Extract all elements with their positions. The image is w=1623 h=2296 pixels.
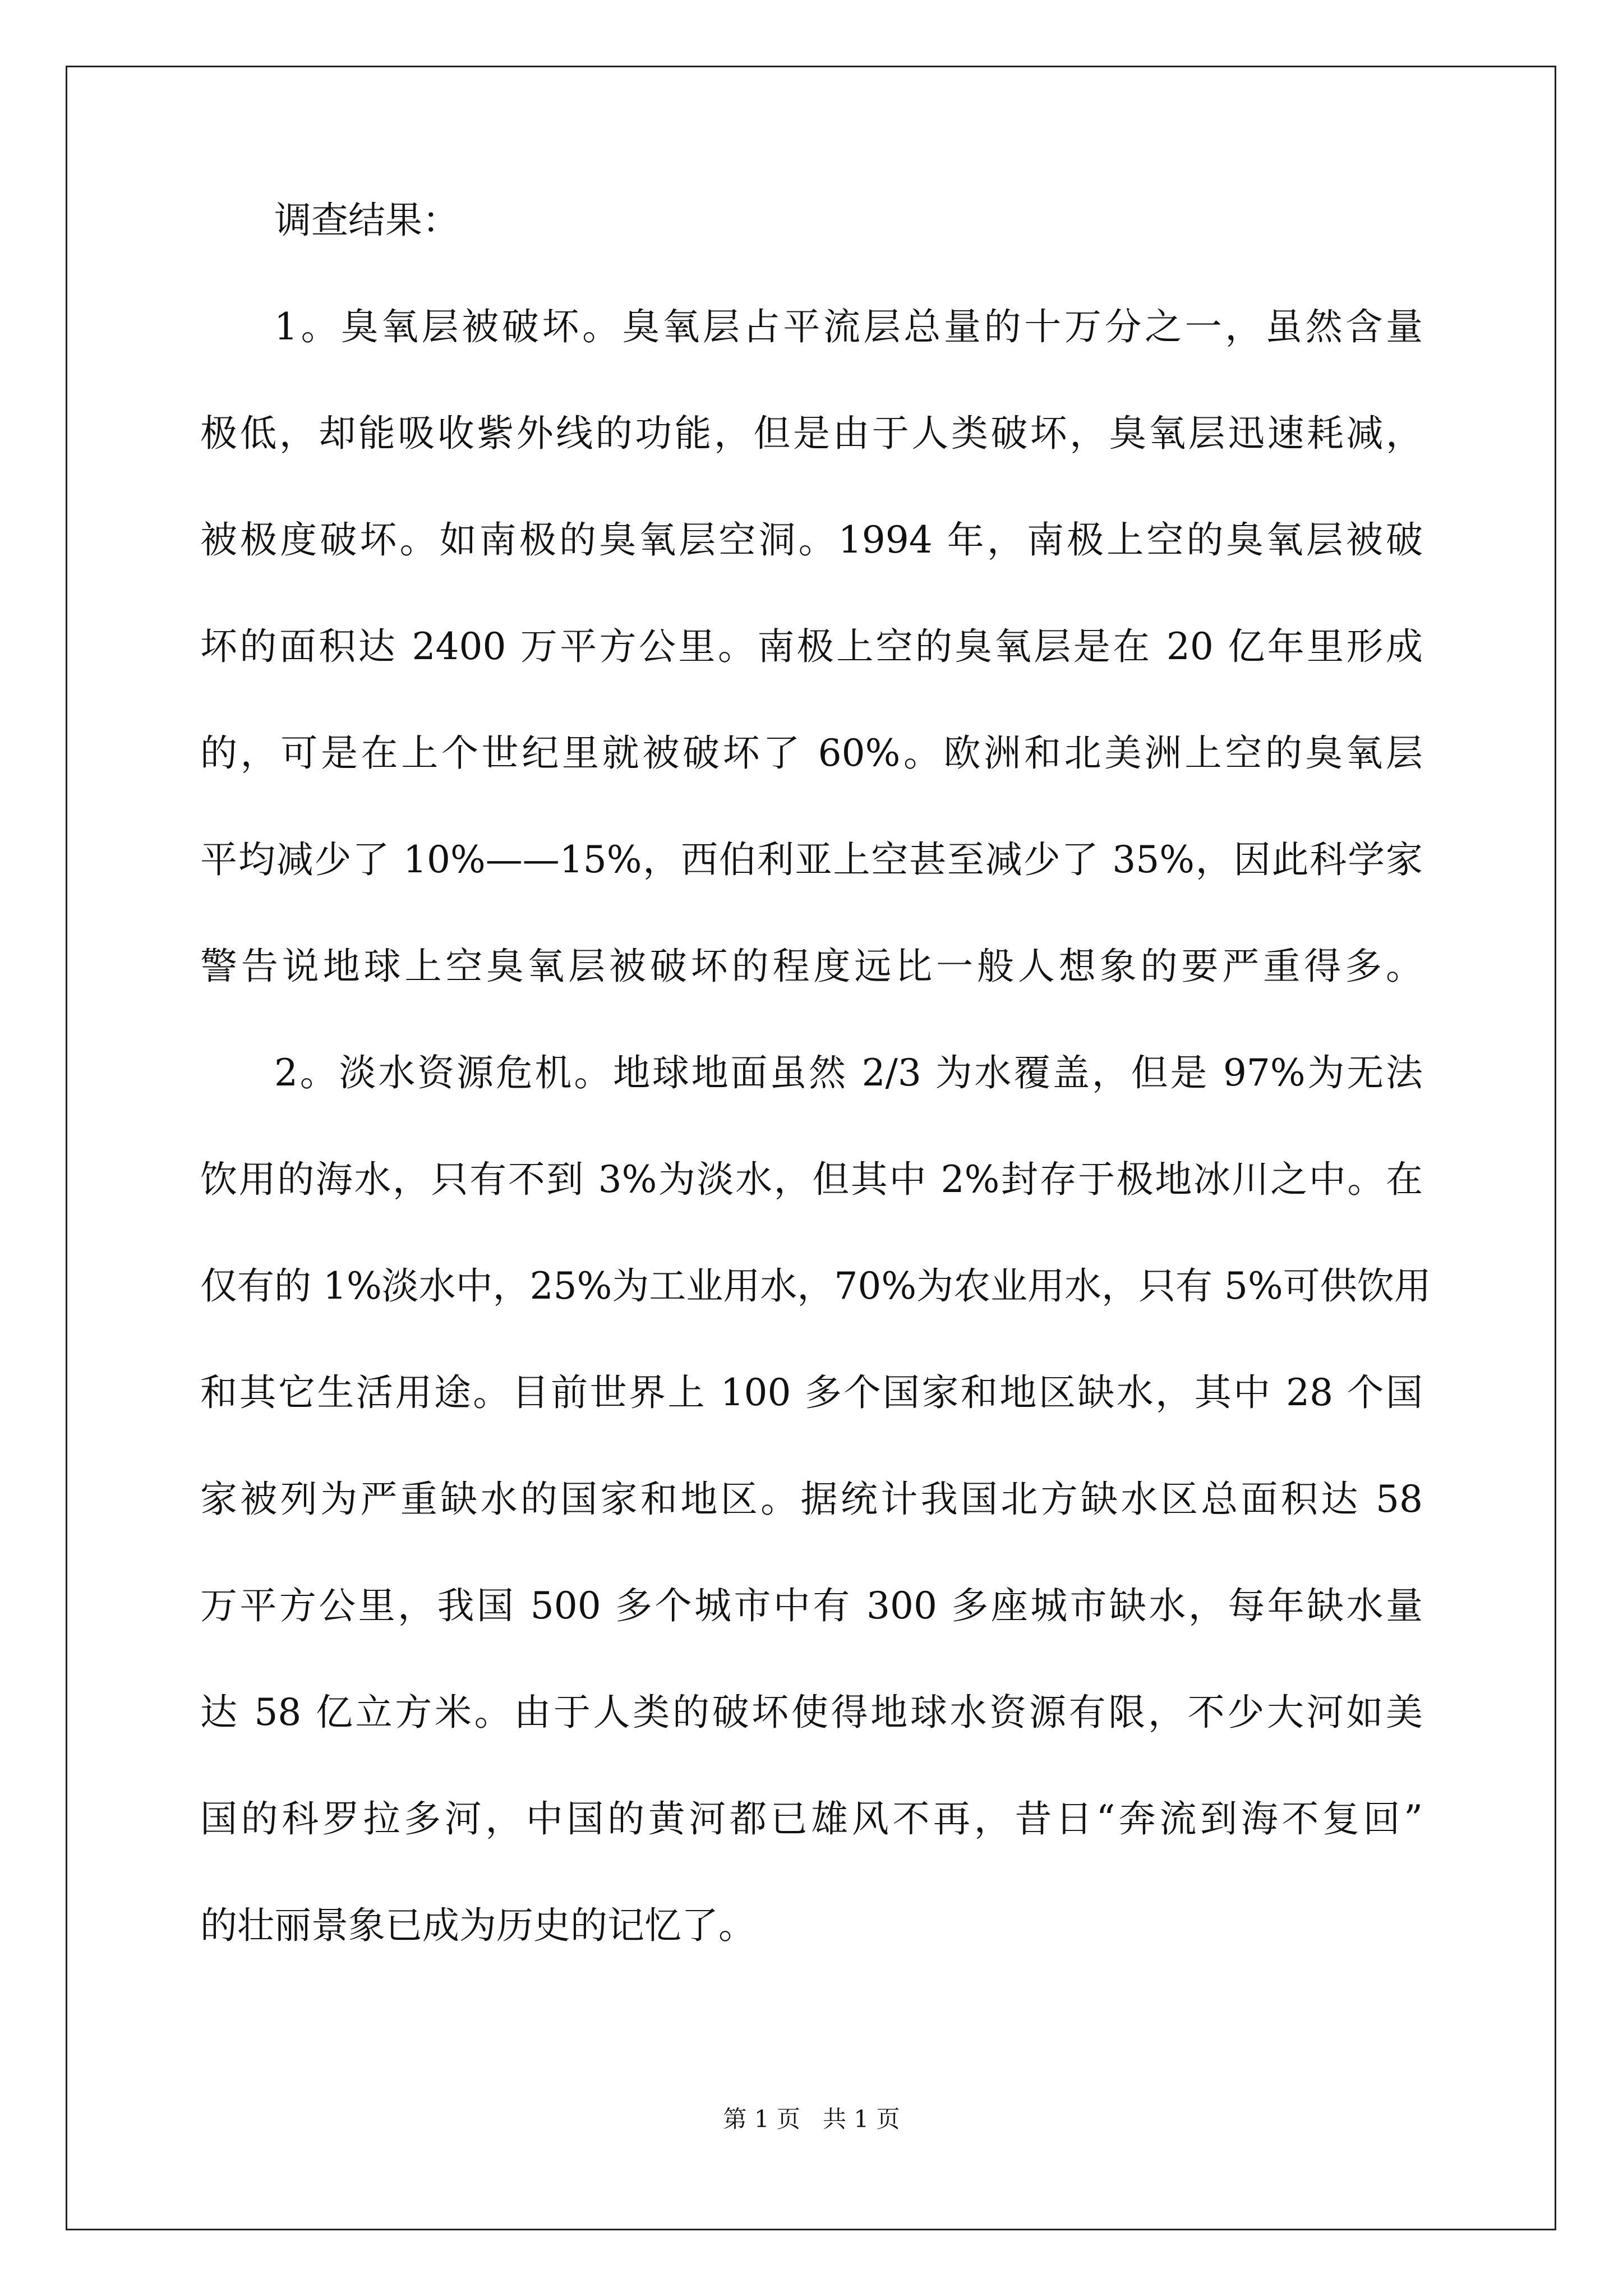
paragraph-2-line-9: 的壮丽景象已成为历史的记忆了。 <box>200 1904 755 1947</box>
paragraph-2-line-8: 国的科罗拉多河，中国的黄河都已雄风不再，昔日“奔流到海不复回” <box>200 1797 1423 1841</box>
paragraph-1-line-3: 被极度破坏。如南极的臭氧层空洞。1994 年，南极上空的臭氧层被破 <box>200 518 1423 562</box>
page-number-footer: 第 1 页 共 1 页 <box>723 2105 900 2133</box>
paragraph-2-line-2: 饮用的海水，只有不到 3%为淡水，但其中 2%封存于极地冰川之中。在 <box>200 1158 1423 1201</box>
paragraph-1-line-6: 平均减少了 10%——15%，西伯利亚上空甚至减少了 35%，因此科学家 <box>200 838 1423 881</box>
paragraph-1-line-4: 坏的面积达 2400 万平方公里。南极上空的臭氧层是在 20 亿年里形成 <box>200 625 1423 668</box>
paragraph-1-line-2: 极低，却能吸收紫外线的功能，但是由于人类破坏，臭氧层迅速耗减， <box>200 412 1423 455</box>
paragraph-2-line-3: 仅有的 1%淡水中，25%为工业用水，70%为农业用水，只有 5%可供饮用 <box>200 1264 1431 1308</box>
paragraph-2-line-5: 家被列为严重缺水的国家和地区。据统计我国北方缺水区总面积达 58 <box>200 1478 1423 1521</box>
paragraph-2-line-4: 和其它生活用途。目前世界上 100 多个国家和地区缺水，其中 28 个国 <box>200 1371 1423 1414</box>
section-heading: 调查结果： <box>274 199 459 242</box>
paragraph-1-line-5: 的，可是在上个世纪里就被破坏了 60%。欧洲和北美洲上空的臭氧层 <box>200 731 1423 775</box>
paragraph-2-line-6: 万平方公里，我国 500 多个城市中有 300 多座城市缺水，每年缺水量 <box>200 1584 1423 1627</box>
paragraph-1-line-1: 1。臭氧层被破坏。臭氧层占平流层总量的十万分之一，虽然含量 <box>274 305 1423 348</box>
paragraph-2-line-7: 达 58 亿立方米。由于人类的破坏使得地球水资源有限，不少大河如美 <box>200 1691 1423 1734</box>
document-body <box>200 199 1431 1947</box>
paragraph-2-line-1: 2。淡水资源危机。地球地面虽然 2/3 为水覆盖，但是 97%为无法 <box>274 1051 1423 1094</box>
paragraph-1-line-7: 警告说地球上空臭氧层被破坏的程度远比一般人想象的要严重得多。 <box>200 945 1423 988</box>
